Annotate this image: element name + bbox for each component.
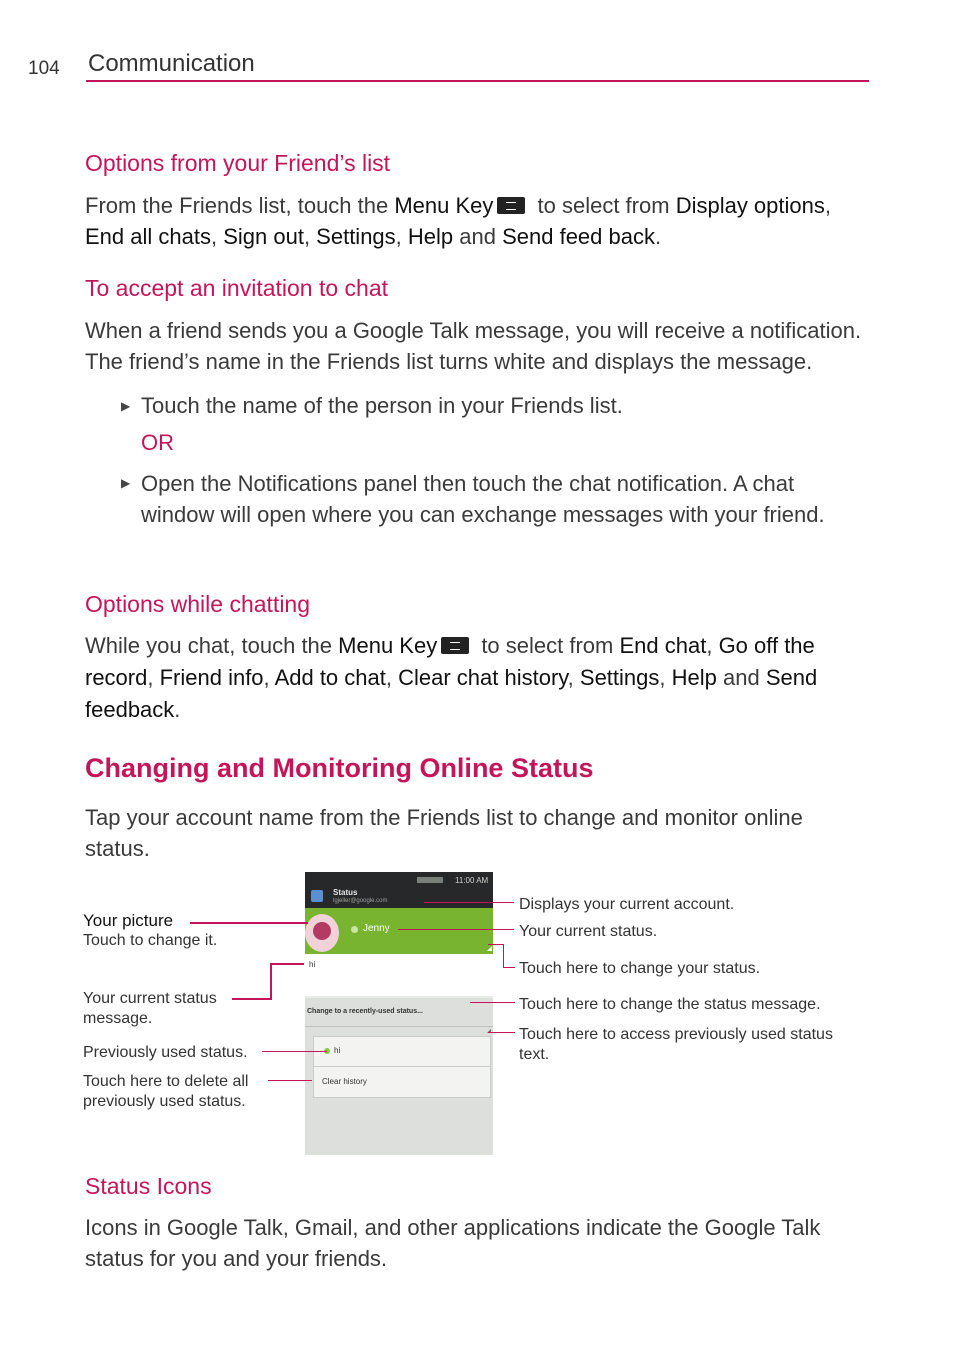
phone-clear-history-text: Clear history (322, 1077, 367, 1086)
phone-user-name[interactable]: Jenny (363, 923, 390, 934)
page-number: 104 (28, 58, 60, 79)
status-dropdown-icon[interactable] (487, 946, 492, 951)
online-status-paragraph: Tap your account name from the Friends list to change and monitor online status. (85, 805, 803, 861)
friends-options-text: From the Friends list, touch the Menu Key to select from Display options, End all chats, Sign out, Settings, Help and Send feed back. (85, 193, 831, 249)
callout-line (470, 1002, 515, 1003)
phone-recent-item[interactable] (313, 1036, 491, 1068)
status-bar-icons (417, 877, 443, 883)
accept-bullet-2: Open the Notifications panel then touch the chat notification. A chat window will open where you can exchange messages with your friend. (141, 471, 825, 527)
flower-icon (313, 922, 331, 940)
phone-account-bar (305, 908, 493, 954)
chatting-options-text: While you chat, touch the Menu Key to select from End chat, Go off the record, Friend info, Add to chat, Clear chat history, Settings, Help and Send feedback. (85, 633, 818, 722)
or-separator: OR (141, 430, 174, 455)
label-your-picture: Your picture (83, 911, 174, 930)
bullet-arrow-icon: ▶ (121, 399, 131, 413)
callout-line (270, 963, 304, 965)
phone-account: lgjeller@google.com (333, 898, 388, 904)
label-displays-account: Displays your current account. (519, 896, 735, 913)
callout-line (488, 944, 504, 945)
accept-paragraph: When a friend sends you a Google Talk message, you will receive a notification. The friend’s name in the Friends list turns white and displays the message. (85, 318, 862, 374)
chapter-title: Communication (88, 50, 255, 77)
callout-line (503, 944, 504, 968)
label-change-status: Touch here to change your status. (519, 960, 761, 977)
label-change-message: Touch here to change the status message. (519, 996, 821, 1013)
phone-recent-header: Change to a recently-used status... (307, 1008, 423, 1015)
phone-recent-panel (305, 998, 493, 1155)
accept-bullet-1: Touch the name of the person in your Friends list. (141, 393, 623, 418)
label-current-status: Your current status. (519, 923, 658, 940)
bullet-arrow-icon: ▶ (121, 476, 131, 490)
callout-line (190, 922, 308, 924)
callout-line (232, 998, 272, 1000)
heading-options-chatting: Options while chatting (85, 591, 311, 617)
phone-clear-history[interactable] (313, 1066, 491, 1098)
status-screenshot (305, 872, 493, 1155)
label-access-previous: Touch here to access previously used status text. (519, 1026, 833, 1063)
callout-line (424, 902, 514, 903)
phone-time: 11:00 AM (455, 876, 489, 885)
available-status-icon[interactable] (351, 926, 358, 933)
callout-line (262, 1051, 327, 1052)
phone-recent-item-text: hi (334, 1046, 341, 1055)
label-previously-used: Previously used status. (83, 1044, 248, 1061)
talk-app-icon (311, 890, 323, 902)
chapter-rule (86, 80, 869, 82)
status-icons-paragraph: Icons in Google Talk, Gmail, and other applications indicate the Google Talk status for you and your friends. (85, 1215, 821, 1271)
heading-accept-invitation: To accept an invitation to chat (85, 275, 389, 301)
divider (305, 1026, 493, 1027)
callout-line (398, 929, 514, 930)
label-touch-change: Touch to change it. (83, 932, 218, 949)
heading-friends-options: Options from your Friend’s list (85, 150, 391, 176)
heading-status-icons: Status Icons (85, 1173, 212, 1199)
heading-online-status: Changing and Monitoring Online Status (85, 753, 594, 783)
label-delete-all: Touch here to delete all previously used status. (83, 1073, 249, 1110)
label-current-status-message: Your current status message. (83, 990, 217, 1027)
phone-title: Status (333, 888, 358, 897)
phone-status-message-area[interactable] (305, 954, 493, 996)
callout-line (268, 1080, 312, 1081)
callout-line (270, 963, 272, 1000)
callout-line (503, 967, 515, 968)
phone-status-message[interactable]: hi (309, 960, 316, 969)
callout-line (488, 1032, 515, 1033)
menu-key-icon (497, 197, 525, 214)
menu-key-icon (441, 637, 469, 654)
